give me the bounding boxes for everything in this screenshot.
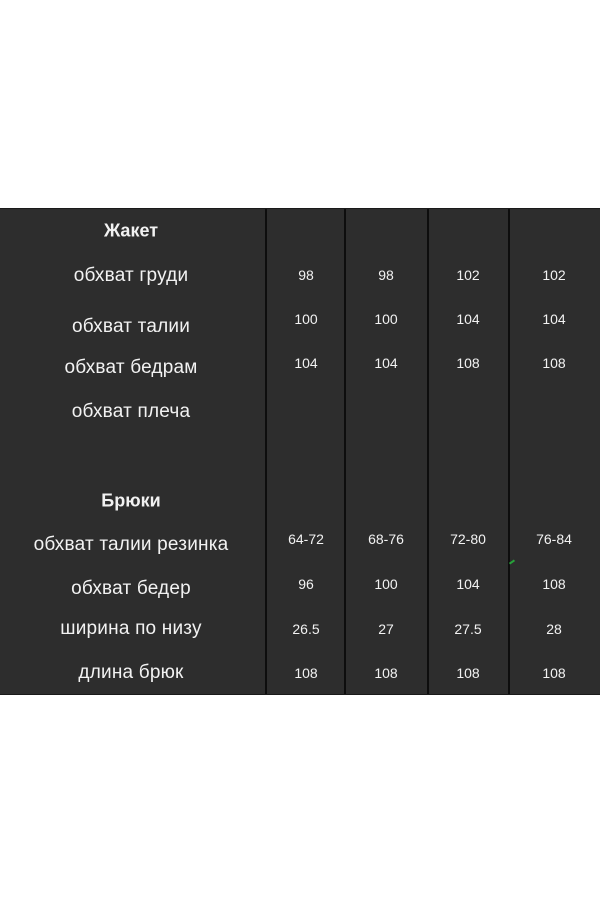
jacket-value: 104 xyxy=(456,311,480,327)
column-divider xyxy=(427,209,429,694)
trousers-value: 108 xyxy=(374,665,398,681)
jacket-value: 98 xyxy=(378,267,394,283)
trousers-value: 96 xyxy=(298,576,314,592)
trousers-value: 100 xyxy=(374,576,398,592)
trousers-value: 64-72 xyxy=(288,531,324,547)
jacket-value: 102 xyxy=(542,267,566,283)
jacket-value: 104 xyxy=(294,355,318,371)
column-divider xyxy=(344,209,346,694)
trousers-value: 76-84 xyxy=(536,531,572,547)
column-divider xyxy=(508,209,510,694)
trousers-value: 72-80 xyxy=(450,531,486,547)
size-table xyxy=(0,208,600,695)
jacket-value: 98 xyxy=(298,267,314,283)
jacket-value: 102 xyxy=(456,267,480,283)
trousers-value: 108 xyxy=(294,665,318,681)
trousers-value: 27 xyxy=(378,621,394,637)
jacket-value: 108 xyxy=(456,355,480,371)
trousers-value: 108 xyxy=(542,665,566,681)
column-divider xyxy=(265,209,267,694)
trousers-value: 27.5 xyxy=(454,621,482,637)
trousers-value: 108 xyxy=(542,576,566,592)
jacket-row-label: обхват груди xyxy=(73,265,189,286)
jacket-row-label: обхват плеча xyxy=(71,401,191,422)
trousers-row-label: ширина по низу xyxy=(60,618,202,639)
jacket-row-label: обхват талии xyxy=(71,316,191,337)
trousers-value: 26.5 xyxy=(292,621,320,637)
trousers-value: 108 xyxy=(456,665,480,681)
jacket-row-label: обхват бедрам xyxy=(64,357,198,378)
jacket-value: 108 xyxy=(542,355,566,371)
jacket-heading: Жакет xyxy=(103,220,159,241)
trousers-row-label: обхват талии резинка xyxy=(33,534,229,555)
trousers-heading: Брюки xyxy=(101,490,161,511)
trousers-value: 28 xyxy=(546,621,562,637)
jacket-value: 104 xyxy=(374,355,398,371)
trousers-row-label: длина брюк xyxy=(78,662,184,683)
trousers-row-label: обхват бедер xyxy=(71,578,191,599)
trousers-value: 104 xyxy=(456,576,480,592)
trousers-value: 68-76 xyxy=(368,531,404,547)
jacket-value: 100 xyxy=(294,311,318,327)
jacket-value: 100 xyxy=(374,311,398,327)
jacket-value: 104 xyxy=(542,311,566,327)
